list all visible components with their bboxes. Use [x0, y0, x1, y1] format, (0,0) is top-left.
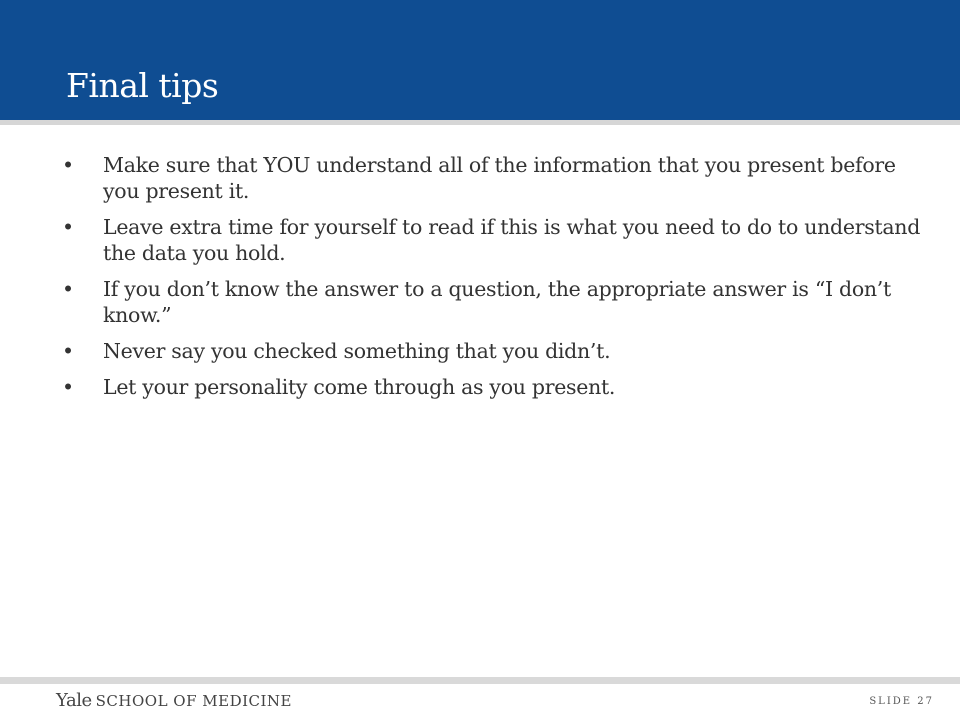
bullet-text: Never say you checked something that you didn’t. — [103, 339, 611, 363]
slide-title: Final tips — [66, 66, 219, 106]
yale-medicine-logo — [56, 690, 292, 711]
bullet-icon: • — [62, 153, 74, 177]
bullet-text: Let your personality come through as you present. — [103, 375, 616, 399]
bullet-item — [62, 214, 922, 266]
bullet-text: Make sure that YOU understand all of the information that you present before you present it. — [103, 153, 896, 203]
bullet-item — [62, 276, 922, 328]
header-divider — [0, 120, 960, 125]
bullet-icon: • — [62, 277, 74, 301]
logo-school-text: SCHOOL OF MEDICINE — [95, 692, 293, 710]
bullet-icon: • — [62, 339, 74, 363]
bullet-item — [62, 374, 922, 400]
bullet-text: Leave extra time for yourself to read if this is what you need to do to understand the data you hold. — [103, 215, 921, 265]
bullet-icon: • — [62, 215, 74, 239]
bullet-text: If you don’t know the answer to a question, the appropriate answer is “I don’t know.” — [103, 277, 891, 327]
slide-number: SLIDE 27 — [869, 696, 934, 707]
bullet-list — [62, 152, 922, 410]
logo-yale-text: Yale — [56, 690, 92, 711]
bullet-item — [62, 338, 922, 364]
footer-divider — [0, 677, 960, 684]
bullet-item — [62, 152, 922, 204]
bullet-icon: • — [62, 375, 74, 399]
